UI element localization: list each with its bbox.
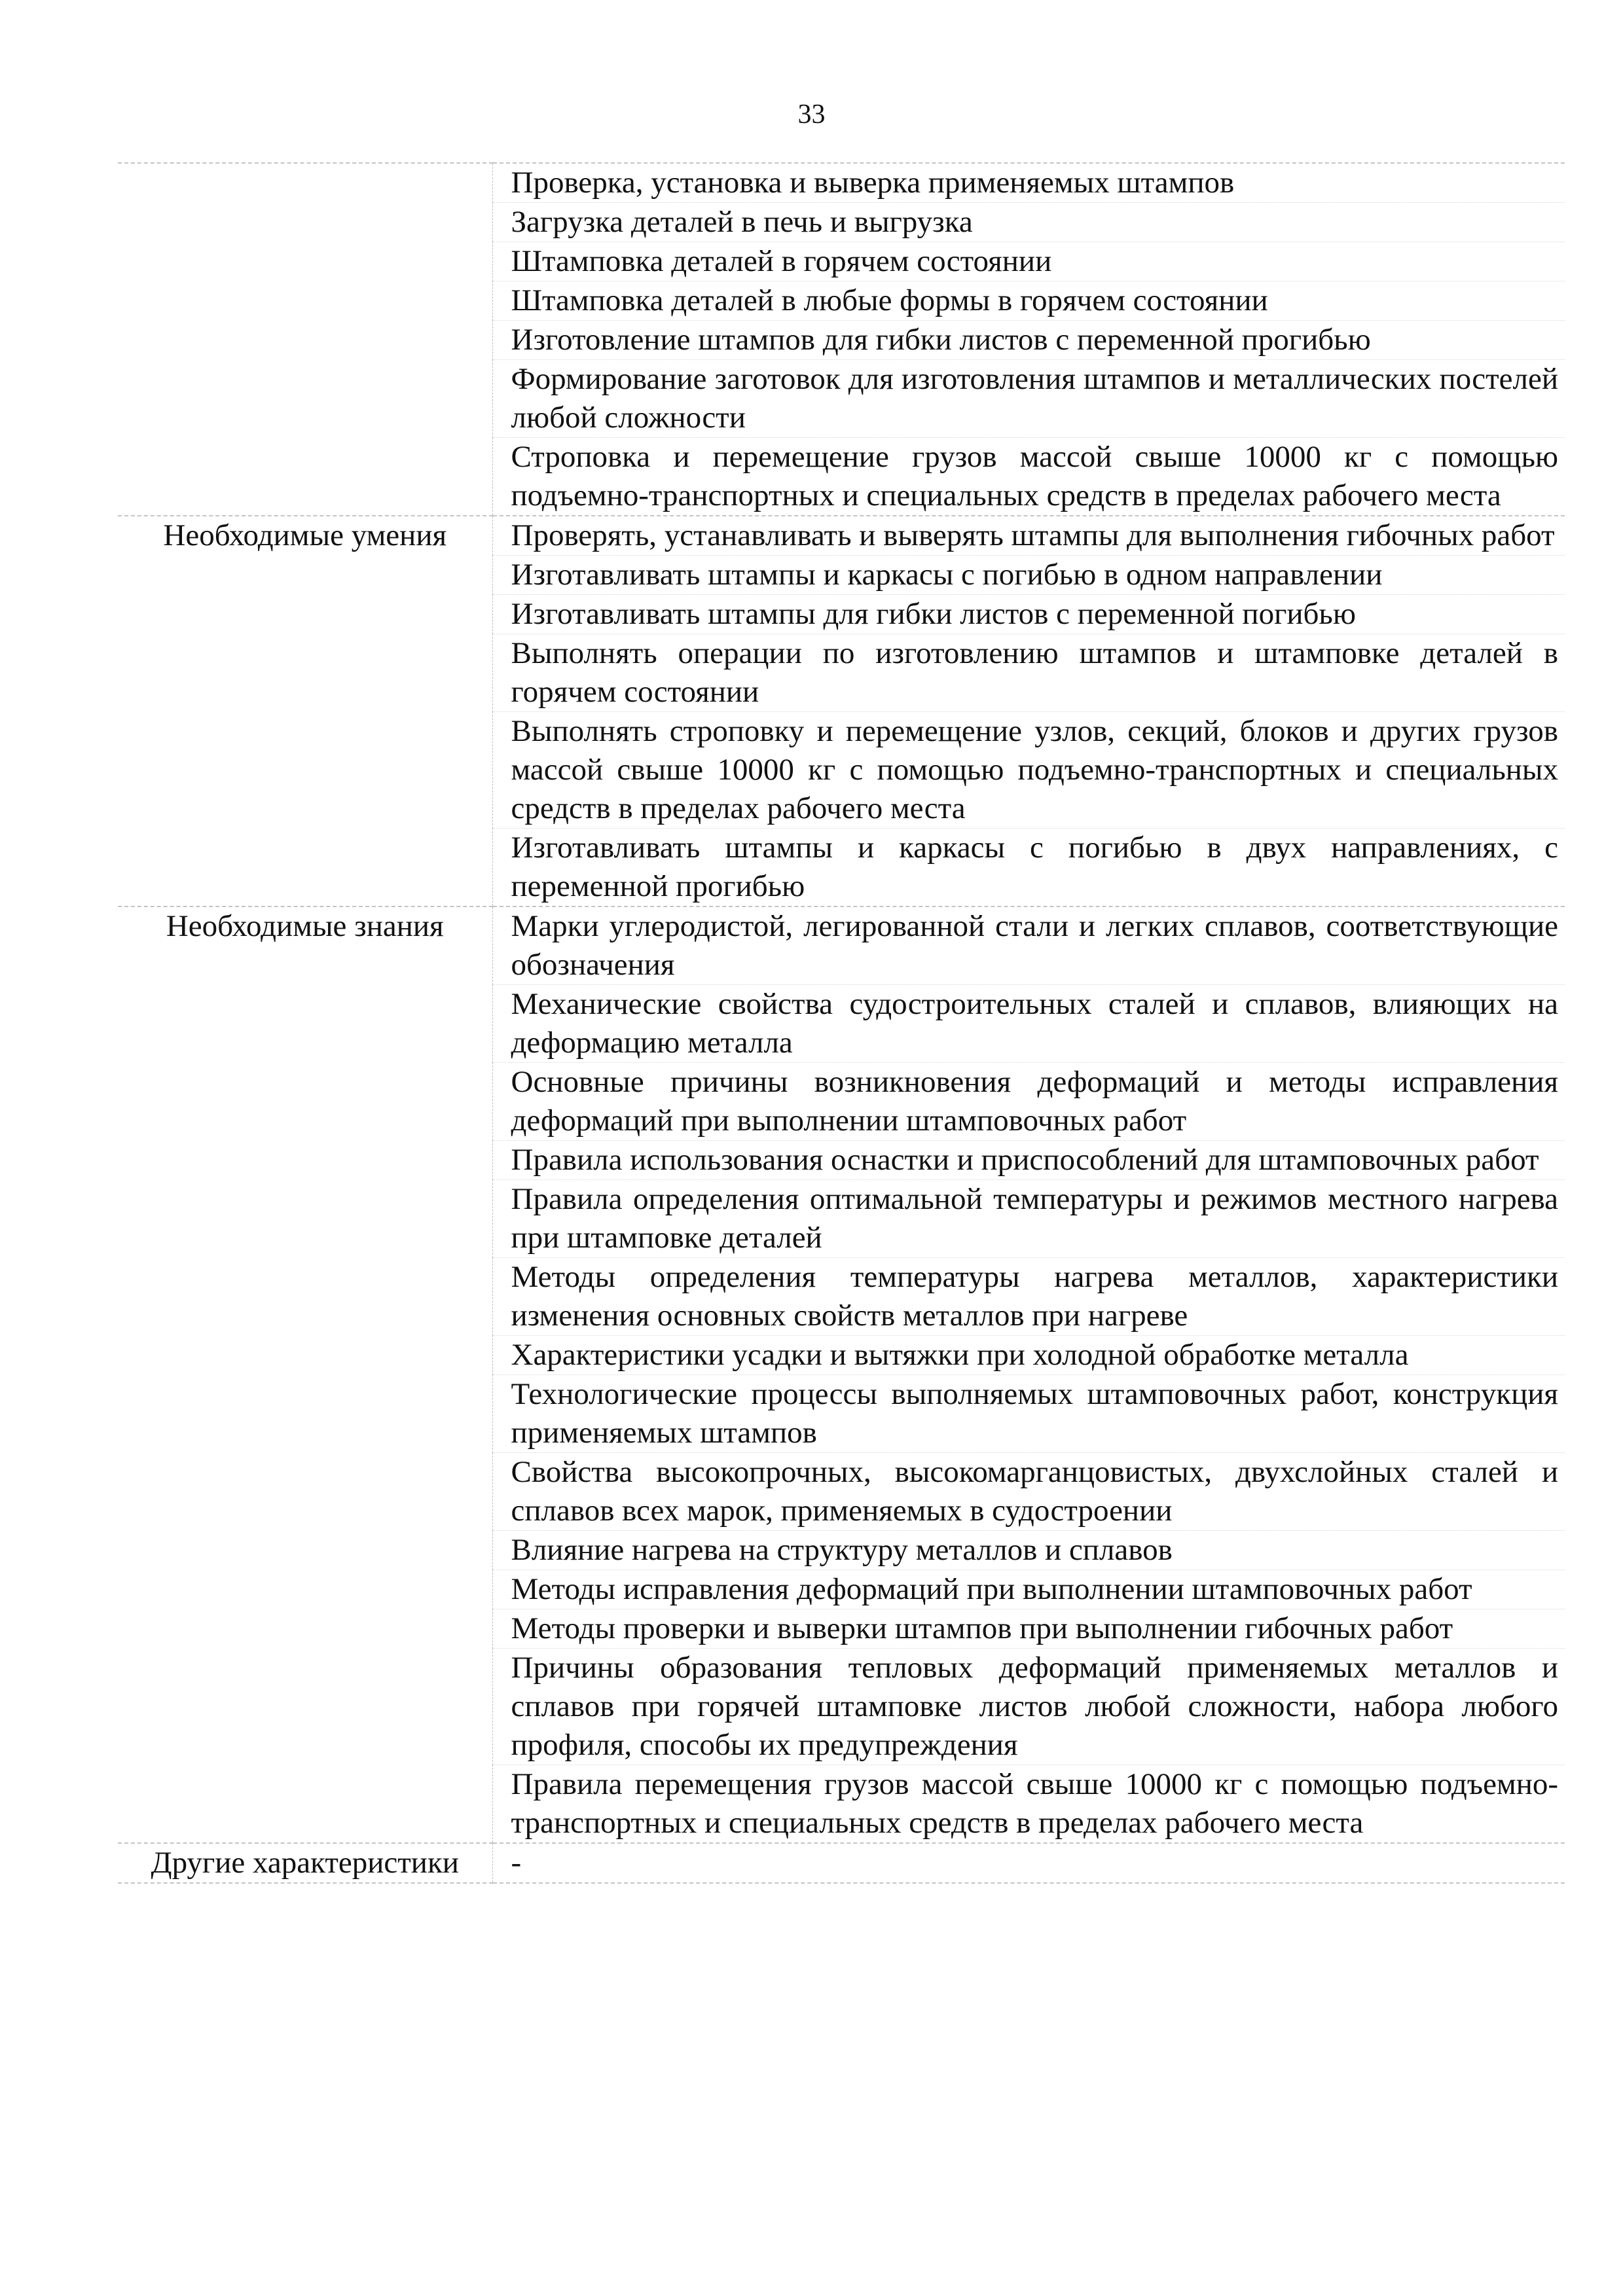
section-item: Причины образования тепловых деформаций применяемых металлов и сплавов при горячей штамповке листов любой сложности, набора любого профиля, способы их предупреждения [492,1649,1565,1765]
section-item: Формирование заготовок для изготовления штампов и металлических постелей любой сложности [492,360,1565,438]
section-item: Выполнять операции по изготовлению штампов и штамповке деталей в горячем состоянии [492,634,1565,712]
section-item: Методы проверки и выверки штампов при выполнении гибочных работ [492,1609,1565,1649]
page-number: 33 [797,99,826,130]
section-item: Влияние нагрева на структуру металлов и сплавов [492,1531,1565,1570]
section-item: Изготавливать штампы и каркасы с погибью в двух направлениях, с переменной прогибью [492,829,1565,907]
section-item: Штамповка деталей в любые формы в горячем состоянии [492,281,1565,321]
qualification-table-body [118,163,1565,1883]
table-row [118,163,1565,203]
section-item: Штамповка деталей в горячем состоянии [492,242,1565,281]
section-item: Правила использования оснастки и приспособлений для штамповочных работ [492,1141,1565,1180]
section-item: Загрузка деталей в печь и выгрузка [492,203,1565,242]
qualification-table [118,162,1565,1884]
section-item: Правила перемещения грузов массой свыше 10000 кг с помощью подъемно-транспортных и специальных средств в пределах рабочего места [492,1765,1565,1844]
section-item: Методы исправления деформаций при выполнении штамповочных работ [492,1570,1565,1609]
section-item: Изготавливать штампы для гибки листов с переменной погибью [492,595,1565,634]
section-label [118,163,492,516]
section-item: Выполнять строповку и перемещение узлов, секций, блоков и других грузов массой свыше 10000 кг с помощью подъемно-транспортных и специальных средств в пределах рабочего места [492,712,1565,829]
section-label: Необходимые умения [118,516,492,906]
section-item: Изготовление штампов для гибки листов с переменной прогибью [492,321,1565,360]
table-row [118,516,1565,556]
section-item: Правила определения оптимальной температуры и режимов местного нагрева при штамповке деталей [492,1180,1565,1258]
table-row [118,906,1565,985]
section-item: Механические свойства судостроительных сталей и сплавов, влияющих на деформацию металла [492,985,1565,1063]
section-item: Свойства высокопрочных, высокомарганцовистых, двухслойных сталей и сплавов всех марок, применяемых в судостроении [492,1453,1565,1531]
section-item: Проверять, устанавливать и выверять штампы для выполнения гибочных работ [492,516,1565,556]
section-item: Строповка и перемещение грузов массой свыше 10000 кг с помощью подъемно-транспортных и специальных средств в пределах рабочего места [492,438,1565,516]
section-item: Марки углеродистой, легированной стали и легких сплавов, соответствующие обозначения [492,906,1565,985]
section-item: Характеристики усадки и вытяжки при холодной обработке металла [492,1336,1565,1375]
section-item: Проверка, установка и выверка применяемых штампов [492,163,1565,203]
section-item: Технологические процессы выполняемых штамповочных работ, конструкция применяемых штампов [492,1375,1565,1453]
section-item: Методы определения температуры нагрева металлов, характеристики изменения основных свойств металлов при нагреве [492,1258,1565,1336]
section-item: Изготавливать штампы и каркасы с погибью в одном направлении [492,556,1565,595]
section-item: - [492,1843,1565,1883]
section-item: Основные причины возникновения деформаций и методы исправления деформаций при выполнении штамповочных работ [492,1063,1565,1141]
table-row [118,1843,1565,1883]
section-label: Другие характеристики [118,1843,492,1883]
section-label: Необходимые знания [118,906,492,1843]
